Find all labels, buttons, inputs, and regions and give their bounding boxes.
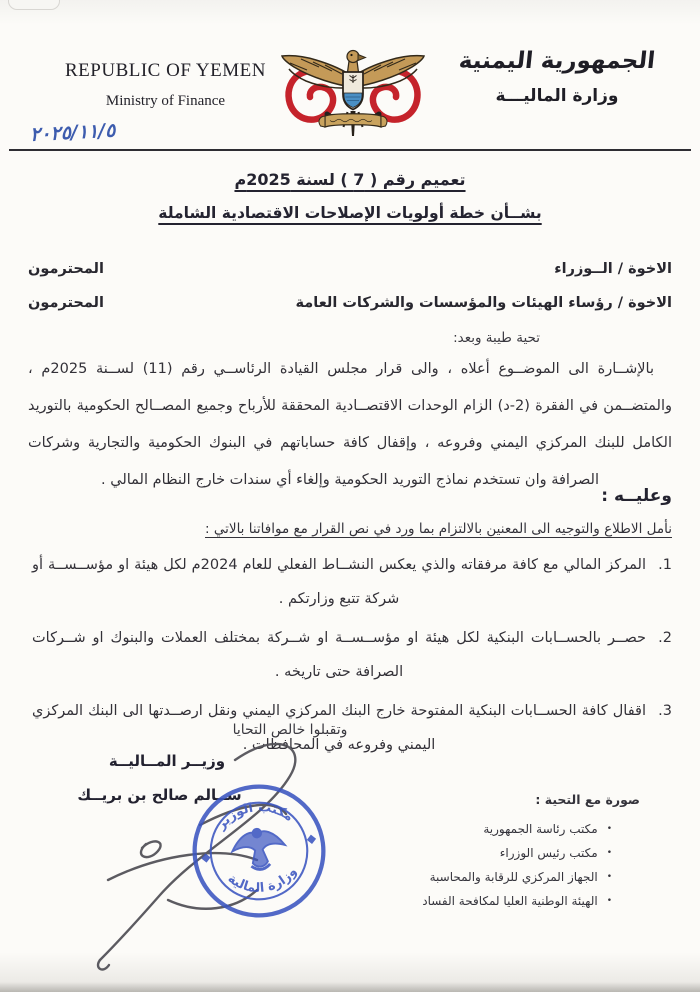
addressee-honorific: المحترمون (28, 295, 104, 311)
list-item-number: 3. (658, 703, 672, 719)
cc-block (370, 792, 640, 913)
cc-item (370, 841, 640, 865)
therefore-heading: وعليــه : (601, 486, 672, 506)
stamp-bottom-text: وزارة المالية (224, 864, 301, 896)
handwritten-date: ٢٠٢٥/١١/٥ (29, 119, 116, 146)
addressee-row (28, 295, 672, 311)
directive-line: نأمل الاطلاع والتوجيه الى المعنين بالالتزام بما ورد في نص القرار مع موافاتنا بالاتي : (205, 521, 672, 537)
list-item-number: 2. (658, 630, 672, 646)
arabic-country-title: الجمهورية اليمنية (457, 48, 657, 74)
circular-number-title: تعميم رقم ( 7 ) لسنة 2025م (234, 170, 466, 189)
list-item-text: المركز المالي مع كافة مرفقاته والذي يعكس النشــاط الفعلي للعام 2024م لكل هيئة او مؤســســة أو شركة تتبع وزارتكم . (32, 557, 646, 607)
minister-name: ســالم صالح بن بريــك (77, 786, 242, 804)
cc-item-label: مكتب رئيس الوزراء (499, 846, 598, 860)
header-arabic-block (442, 48, 672, 106)
addressee-name: الاخوة / رؤساء الهيئات والمؤسسات والشركات العامة (295, 295, 672, 311)
list-item-text: حصــر بالحســابات البنكية لكل هيئة او مؤســســة او شــركة بمختلف العملات والبنوك او شــركات الصرافة حتى تاريخه . (32, 630, 646, 680)
cc-item-label: مكتب رئاسة الجمهورية (483, 822, 598, 836)
cc-item (370, 817, 640, 841)
circular-subject-title: بشــأن خطة أولويات الإصلاحات الاقتصادية الشاملة (158, 204, 542, 222)
header-divider (9, 149, 691, 151)
cc-item (370, 865, 640, 889)
english-country-title: REPUBLIC OF YEMEN (65, 60, 266, 81)
ministry-stamp (176, 771, 342, 930)
cc-item (370, 889, 640, 913)
stamp-top-text: مكتب الوزير (213, 799, 296, 833)
list-item (28, 621, 672, 689)
addressee-honorific: المحترمون (28, 261, 104, 277)
list-item-number: 1. (658, 557, 672, 573)
body-paragraph: بالإشــارة الى الموضــوع أعلاه ، والى قرار مجلس القيادة الرئاســي رقم (11) لســنة 2025م ، والمتضــمن في الفقرة (2-د) الزام الوحدات الاقتصــادية المحققة للأرباح وجميع المصــالح الحكومية بالتوريد الكامل للبنك المركزي اليمني وفروعه ، وإقفال كافة حساباتهم في البنوك الحكومية والتجارية وشركات الصرافة وان تستخدم نماذج التوريد الحكومية وإلغاء أي سندات خارج النظام المالي . (28, 361, 672, 488)
addressee-row (28, 261, 672, 277)
bullet-icon: • (606, 872, 612, 882)
yemen-coat-of-arms-icon (277, 40, 429, 144)
salutation: تحية طيبة وبعد: (453, 330, 540, 346)
arabic-ministry-subtitle: وزارة الماليـــة (495, 86, 619, 106)
header-english-block (58, 60, 273, 110)
cc-item-label: الهيئة الوطنية العليا لمكافحة الفساد (422, 894, 598, 908)
bullet-icon: • (606, 824, 612, 834)
minister-title: وزيــر المــاليــة (108, 752, 226, 770)
bullet-icon: • (606, 896, 612, 906)
list-item (28, 548, 672, 616)
bullet-icon: • (606, 848, 612, 858)
stamp-eagle-emblem (230, 825, 288, 872)
english-ministry-subtitle: Ministry of Finance (105, 93, 226, 109)
list-item-text: اقفال كافة الحســابات البنكية المفتوحة خارج البنك المركزي اليمني ونقل ارصــدتها الى البنك المركزي اليمني وفروعه في المحافظات . (32, 703, 646, 753)
cc-heading: صورة مع التحية : (535, 792, 640, 807)
photo-corner-artifact (8, 0, 60, 10)
photo-bottom-edge (0, 982, 700, 992)
addressee-name: الاخوة / الــوزراء (554, 261, 672, 277)
cc-item-label: الجهاز المركزي للرقابة والمحاسبة (429, 870, 598, 884)
closing-line: وتقبلوا خالص التحايا (232, 722, 348, 738)
